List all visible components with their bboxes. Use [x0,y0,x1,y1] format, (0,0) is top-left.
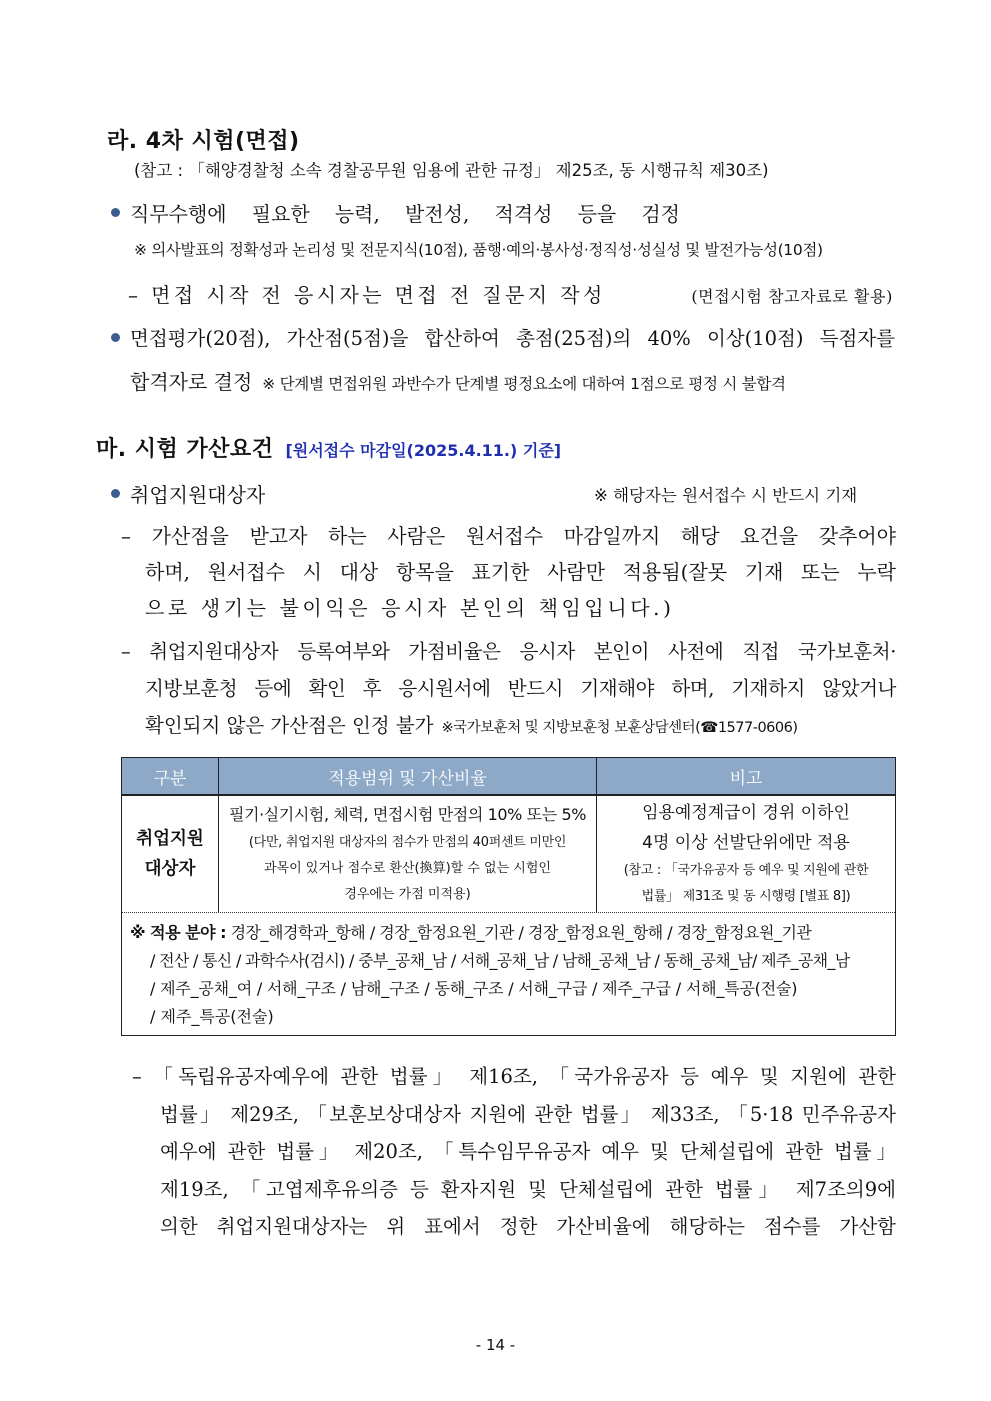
remark-sub-line: (참고 : 「국가유공자 등 예우 및 지원에 관한 [623,863,869,878]
scope-line: / 제주_공채_여 / 서해_구조 / 남해_구조 / 동해_구조 / 서해_구급 / 제주_구급 / 서해_특공(전술) [150,979,798,998]
bonus-dash-2-line: – 취업지원대상자 등록여부와 가점비율은 응시자 본인이 사전에 직접 국가보훈처· [121,640,896,663]
law-line: 예우에 관한 법률」 제20조, 「특수임무유공자 예우 및 단체설립에 관한 법률」 [160,1140,896,1163]
row-label-line: 취업지원 [136,829,204,849]
interview-dash-1: – 면접 시작 전 응시자는 면접 전 질문지 작성 (면접시험 참고자료로 활용) [128,283,893,307]
scope-line [130,919,885,947]
law-line: 제19조, 「고엽제후유의증 등 환자지원 및 단체설립에 관한 법률」 제7조의9에 [160,1177,896,1201]
interview-bullet-2-line-2: 합격자로 결정 ※ 단계별 면접위원 과반수가 단계별 평정요소에 대하여 1점으로 평정 시 불합격 [130,370,786,394]
table-header-category: 구분 [122,758,219,794]
table-row-label [122,796,219,912]
row-label-line: 대상자 [144,859,196,879]
bonus-dash-2-last [145,707,896,747]
interview-bullet-1-note: ※ 의사발표의 정확성과 논리성 및 전문지식(10점), 품행·예의·봉사성·정직성·성실성 및 발전가능성(10점) [134,241,823,259]
table-cell-range [219,796,597,912]
law-references [132,1058,896,1246]
bullet-icon [111,489,120,498]
scope-line: / 제주_특공(전술) [150,1007,274,1026]
page-number: - 14 - [475,1336,516,1354]
bonus-table [121,757,896,1036]
remark-line: 임용예정계급이 경위 이하인 [642,803,850,823]
range-sub-line: 과목이 있거나 점수로 환산(換算)할 수 없는 시험인 [264,861,551,876]
range-sub-line: (다만, 취업지원 대상자의 점수가 만점의 40퍼센트 미만인 [248,835,567,850]
section-heading-bonus: 마. 시험 가산요건 [원서접수 마감일(2025.4.11.) 기준] [96,437,562,462]
bonus-dash-2-line: 확인되지 않은 가산점은 인정 불가 [145,714,434,737]
scope-label: ※ 적용 분야 : [130,923,226,942]
bullet-icon [111,333,120,342]
interview-reference: (참고 : 「해양경찰청 소속 경찰공무원 임용에 관한 규정」 제25조, 동 시행규칙 제30조) [134,161,769,180]
bonus-dash-1-line: 하며, 원서접수 시 대상 항목을 표기한 사람만 적용됨(잘못 기재 또는 누락 [145,560,896,584]
section-heading-interview: 라. 4차 시험(면접) [107,129,300,154]
range-main: 필기·실기시험, 체력, 면접시험 만점의 10% 또는 5% [228,805,587,824]
scope-line: / 전산 / 통신 / 과학수사(검시) / 중부_공채_남 / 서해_공채_남 / 남해_공채_남 / 동해_공채_남/ 제주_공채_남 [150,951,850,970]
interview-bullet-2-line-1: 면접평가(20점), 가산점(5점)을 합산하여 총점(25점)의 40% 이상(10점) 득점자를 [130,327,895,350]
bonus-bullet: 취업지원대상자 [130,483,266,507]
bonus-dash-1 [121,518,896,626]
law-line: 법률」 제29조, 「보훈보상대상자 지원에 관한 법률」 제33조, 「5·18 민주유공자 [160,1102,896,1126]
table-row [122,796,895,913]
bonus-dash-1-line: 으로 생기는 불이익은 응시자 본인의 책임입니다.) [145,596,675,620]
table-header-row [122,758,895,796]
table-header-range: 적용범위 및 가산비율 [219,758,597,794]
bonus-dash-2-line: 지방보훈청 등에 확인 후 응시원서에 반드시 기재해야 하며, 기재하지 않았거나 [145,677,896,700]
table-cell-remark [597,796,895,912]
bonus-bullet-note: ※ 해당자는 원서접수 시 반드시 기재 [594,486,858,505]
bonus-dash-2 [121,633,896,747]
interview-bullet-1: 직무수행에 필요한 능력, 발전성, 적격성 등을 검정 [130,202,680,226]
bonus-dash-1-line: – 가산점을 받고자 하는 사람은 원서접수 마감일까지 해당 요건을 갖추어야 [121,524,896,548]
remark-sub-line: 법률」 제31조 및 동 시행령 [별표 8]) [641,889,851,904]
law-line: 의한 취업지원대상자는 위 표에서 정한 가산비율에 해당하는 점수를 가산함 [160,1215,896,1238]
remark-line: 4명 이상 선발단위에만 적용 [642,833,850,853]
bullet-icon [111,208,120,217]
table-scope-note [122,913,895,1035]
table-header-remark: 비고 [729,768,763,789]
scope-first: 경장_해경학과_항해 / 경장_함정요원_기관 / 경장_함정요원_항해 / 경장_함정요원_기관 [230,923,812,942]
bonus-dash-2-note: ※국가보훈처 및 지방보훈청 보훈상담센터(☎1577-0606) [441,720,798,736]
law-line: – 「독립유공자예우에 관한 법률」 제16조, 「국가유공자 등 예우 및 지원에 관한 [132,1065,896,1088]
range-sub-line: 경우에는 가점 미적용) [344,887,471,902]
